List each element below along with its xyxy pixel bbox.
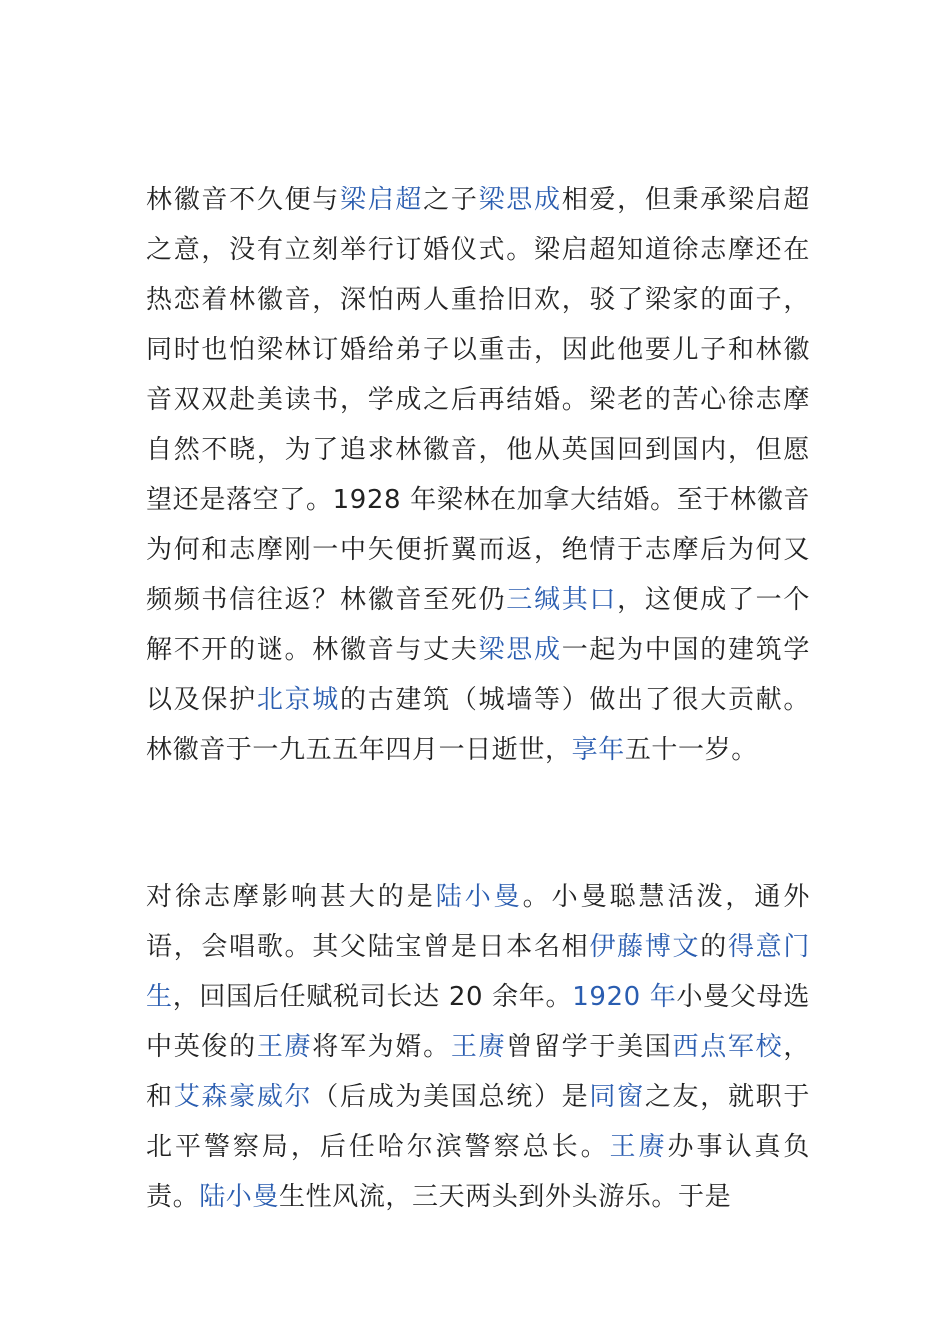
wiki-link[interactable]: 同窗	[589, 1082, 645, 1112]
text-run: 曾留学于美国	[506, 1032, 673, 1062]
text-run: ，这便成了一个解不开的谜。林徽音与丈夫	[146, 585, 810, 665]
wiki-link[interactable]: 梁思成	[478, 185, 562, 215]
wiki-link[interactable]: 梁思成	[478, 635, 562, 665]
wiki-link[interactable]: 1920 年	[572, 982, 677, 1012]
wiki-link[interactable]: 王赓	[609, 1132, 668, 1162]
text-run: 办事认真负责。	[146, 1132, 810, 1212]
wiki-link[interactable]: 伊藤博文	[589, 932, 701, 962]
text-run: ，回国后任赋税司长达 20 余年。	[172, 982, 573, 1012]
text-run: （后成为美国总统）是	[312, 1082, 590, 1112]
text-run: 林徽音不久便与	[146, 185, 340, 215]
wiki-link[interactable]: 梁启超	[339, 185, 424, 215]
wiki-link[interactable]: 三缄其口	[506, 585, 618, 615]
text-run: 相爱，但秉承梁启超之意，没有立刻举行订婚仪式。梁启超知道徐志摩还在热恋着林徽音，深怕两人重拾旧欢，驳了梁家的面子，同时也怕梁林订婚给弟子以重击，因此他要儿子和林徽音双双赴美读书，学成之后再结婚。梁老的苦心徐志摩自然不晓，为了追求林徽音，他从英国回到国内，但愿望还是落空了。1928 年梁林在加拿大结婚。至于林徽音为何和志摩刚一中矢便折翼而返，绝情于志摩后为何又频频书信往返？林徽音至死仍	[146, 185, 810, 615]
paragraph-lu-xiaoman	[146, 872, 810, 1222]
wiki-link[interactable]: 王赓	[256, 1032, 313, 1062]
text-run: 生性风流，三天两头到外头游乐。于是	[279, 1182, 732, 1212]
text-run: 。小曼聪慧活泼，通外语，会唱歌。其父陆宝曾是日本名相	[146, 882, 810, 962]
wiki-link[interactable]: 享年	[571, 735, 625, 765]
wiki-link[interactable]: 北京城	[256, 685, 340, 715]
text-run: 的	[700, 932, 728, 962]
text-run: 将军为婿。	[312, 1032, 451, 1062]
text-run: 之友，就职于北平警察局，后任哈尔滨警察总长。	[146, 1082, 810, 1162]
text-run: 的古建筑（城墙等）做出了很大贡献。林徽音于一九五五年四月一日逝世，	[146, 685, 810, 765]
text-run: 一起为中国的建筑学以及保护	[146, 635, 810, 715]
wiki-link[interactable]: 得意门生	[146, 932, 810, 1012]
wiki-link[interactable]: 王赓	[450, 1032, 507, 1062]
text-run: 五十一岁。	[624, 735, 758, 765]
wiki-link[interactable]: 艾森豪威尔	[173, 1082, 313, 1112]
text-run: ，和	[146, 1032, 810, 1112]
text-run: 对徐志摩影响甚大的是	[146, 882, 436, 912]
text-run: 之子	[423, 185, 479, 215]
paragraph-lin-huiyin	[146, 175, 810, 775]
text-run: 小曼父母选中英俊的	[146, 982, 810, 1062]
wiki-link[interactable]: 陆小曼	[435, 882, 523, 912]
wiki-link[interactable]: 陆小曼	[199, 1182, 280, 1212]
wiki-link[interactable]: 西点军校	[672, 1032, 784, 1062]
